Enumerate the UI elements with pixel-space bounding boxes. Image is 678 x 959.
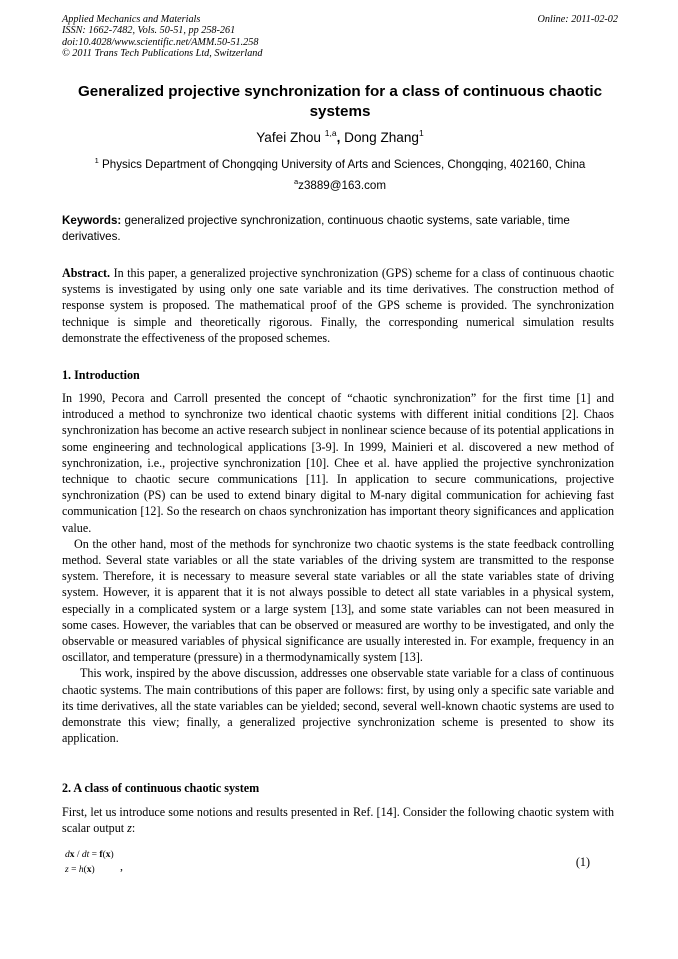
eq-equals: = (89, 850, 100, 860)
eq-z: z (65, 865, 69, 875)
author-1-superscript: 1,a (324, 128, 337, 138)
keywords-block (62, 213, 614, 245)
eq-slash: / (74, 850, 82, 860)
eq-paren-close: ) (110, 850, 114, 860)
journal-doi: doi:10.4028/www.scientific.net/AMM.50-51.258 (62, 36, 259, 48)
eq-paren-close: ) (91, 865, 95, 875)
keywords-label: Keywords: (62, 214, 122, 227)
intro-paragraph-1: In 1990, Pecora and Carroll presented the concept of “chaotic synchronization” for the first time [1] and introduced a method to synchronize two identical chaotic systems with different initial conditions [2]. Chaos synchronization has become an active research subject in nonlinear science because of its potential applications in some engineering and technological applications [3-9]. In 1999, Mainieri et al. discovered a new method of synchronization, i.e., projective synchronization [10]. Chee et al. have applied the projective synchronization technique to chaotic secure communications [11]. In application to secure communications, projective synchronization (PS) can be used to extend binary digital to M-nary digital communication for achieving fast communication [12]. So the research on chaos synchronization has important theory significances and application value. (62, 391, 614, 535)
abstract-label: Abstract. (62, 266, 111, 280)
affiliation (62, 158, 618, 172)
equation-1-body (65, 848, 114, 878)
intro-paragraph-3: This work, inspired by the above discussion, addresses one observable state variable for a class of continuous chaotic systems. The main contributions of this paper are follows: first, by using only a specific sate variable and its time derivatives, all the state variables can be yielded; second, several well-known chaotic systems are used to demonstrate this view; finally, a generalized projective synchronization scheme is presented to show its application. (62, 666, 614, 746)
email-superscript: a (294, 177, 299, 186)
journal-copyright: © 2011 Trans Tech Publications Ltd, Switzerland (62, 48, 263, 60)
affiliation-superscript: 1 (94, 156, 99, 165)
equation-1 (62, 848, 614, 884)
eq-h: h (78, 865, 84, 875)
author-2-name: Dong Zhang (344, 130, 419, 145)
journal-info (62, 14, 618, 60)
journal-name: Applied Mechanics and Materials (62, 14, 201, 25)
author-1-name: Yafei Zhou (256, 130, 321, 145)
email-address: z3889@163.com (298, 179, 386, 192)
section-2-text-end: : (131, 821, 136, 836)
author-line (62, 130, 618, 146)
author-separator: , (336, 130, 341, 145)
eq-dt: dt (81, 850, 90, 860)
section-2-heading: 2. A class of continuous chaotic system (62, 781, 260, 795)
paper-title: Generalized projective synchronization for a class of continuous chaotic systems (77, 83, 603, 120)
eq-d: d (65, 850, 70, 860)
section-2-paragraph (62, 804, 614, 836)
online-date: Online: 2011-02-02 (537, 14, 618, 25)
intro-paragraph-2: On the other hand, most of the methods for synchronize two chaotic systems is the state feedback controlling method. Several state variables or all the state variables of the driving system are transmitted to the response system. Therefore, it is necessary to measure several state variables or all the state variables state of driving system. However, it is apparent that it is not always possible to detect all state variables in a physical system, especially in a complicated system or a large system [13], and some state variables can not been measured in some cases. However, the variables that can be observed or measured are worthy to be investigated, and only the observable or measured variables of physical significance are usually interested in. For example, frequency in an oscillator, and temperature (pressure) in a thermodynamically system [13]. (62, 536, 614, 665)
journal-issn: ISSN: 1662-7482, Vols. 50-51, pp 258-261 (62, 25, 236, 37)
abstract-block (62, 265, 614, 346)
eq-equals: = (68, 865, 79, 875)
equation-1-line-1 (65, 848, 114, 863)
eq-paren-open: ( (83, 865, 87, 875)
author-2-superscript: 1 (419, 128, 424, 138)
section-2-text: First, let us introduce some notions and results presented in Ref. [14]. Consider the following chaotic system with scalar output (62, 805, 614, 836)
introduction-body (62, 390, 614, 746)
abstract-text: In this paper, a generalized projective synchronization (GPS) scheme for a class of continuous chaotic systems is investigated by using only one sate variable and its time derivatives. The construction method of response system is proposed. The mathematical proof of the GPS scheme is provided. The synchronization technique is simple and theoretically rigorous. Finally, the corresponding numerical simulation results demonstrate the effectiveness of the proposed schemes. (62, 266, 615, 345)
output-variable-z: z (127, 821, 132, 836)
journal-header (62, 14, 618, 60)
equation-1-number: (1) (575, 855, 590, 869)
equation-1-line-2 (65, 863, 114, 878)
affiliation-text: Physics Department of Chongqing University of Arts and Sciences, Chongqing, 402160, China (102, 158, 586, 171)
section-1-heading: 1. Introduction (62, 368, 140, 382)
author-email (62, 179, 618, 193)
eq-paren-open: ( (102, 850, 106, 860)
eq-f: f (99, 850, 103, 860)
eq-x: x (69, 850, 75, 860)
equation-1-comma: , (120, 859, 123, 873)
eq-x: x (86, 865, 92, 875)
eq-x: x (105, 850, 111, 860)
keywords-text: generalized projective synchronization, continuous chaotic systems, sate variable, time derivatives. (62, 214, 570, 243)
